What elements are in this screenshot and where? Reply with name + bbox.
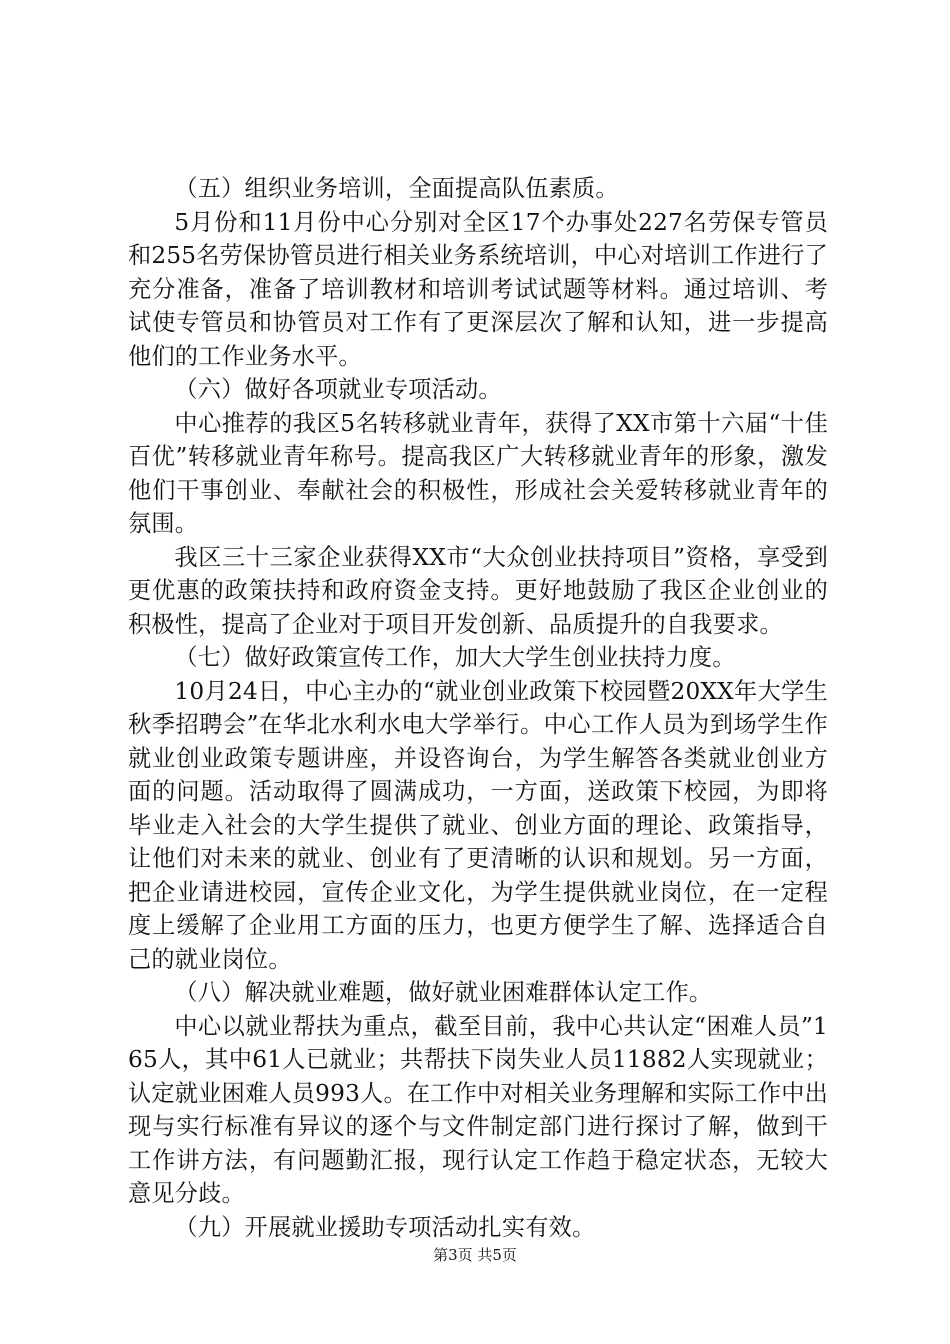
section-heading-8: （八）解决就业难题，做好就业困难群体认定工作。 [174,979,713,1006]
paragraph-training: 5月份和11月份中心分别对全区17个办事处227名劳保专管员和255名劳保协管员进行相关业务系统培训，中心对培训工作进行了充分准备，准备了培训教材和培训考试试题等材料。通过培训、考试使专管员和协管员对工作有了更深层次了解和认知，进一步提高他们的工作业务水平。 [128,208,828,370]
section-heading-6: （六）做好各项就业专项活动。 [174,376,502,403]
page-number-footer: 第3页 共5页 [433,1246,517,1264]
section-heading-9: （九）开展就业援助专项活动扎实有效。 [174,1213,596,1241]
section-heading-7: （七）做好政策宣传工作，加大大学生创业扶持力度。 [174,644,736,671]
document-body [128,172,828,1244]
paragraph-enterprise-support: 我区三十三家企业获得XX市“大众创业扶持项目”资格，享受到更优惠的政策扶持和政府资金支持。更好地鼓励了我区企业创业的积极性，提高了企业对于项目开发创新、品质提升的自我要求。 [128,543,828,638]
paragraph-campus-event: 10月24日，中心主办的“就业创业政策下校园暨20XX年大学生秋季招聘会”在华北水利水电大学举行。中心工作人员为到场学生作就业创业政策专题讲座，并设咨询台，为学生解答各类就业创业方面的问题。活动取得了圆满成功，一方面，送政策下校园，为即将毕业走入社会的大学生提供了就业、创业方面的理论、政策指导，让他们对未来的就业、创业有了更清晰的认识和规划。另一方面，把企业请进校园，宣传企业文化，为学生提供就业岗位，在一定程度上缓解了企业用工方面的压力，也更方便学生了解、选择适合自己的就业岗位。 [128,677,828,973]
paragraph-difficulty-groups: 中心以就业帮扶为重点，截至目前，我中心共认定“困难人员”165人，其中61人已就业；共帮扶下岗失业人员11882人实现就业；认定就业困难人员993人。在工作中对相关业务理解和实际工作中出现与实行标准有异议的逐个与文件制定部门进行探讨了解，做到干工作讲方法，有问题勤汇报，现行认定工作趋于稳定状态，无较大意见分歧。 [128,1012,828,1207]
paragraph-youth-award: 中心推荐的我区5名转移就业青年，获得了XX市第十六届“十佳百优”转移就业青年称号。提高我区广大转移就业青年的形象，激发他们干事创业、奉献社会的积极性，形成社会关爱转移就业青年的氛围。 [128,409,828,537]
section-heading-5: （五）组织业务培训，全面提高队伍素质。 [174,175,619,202]
